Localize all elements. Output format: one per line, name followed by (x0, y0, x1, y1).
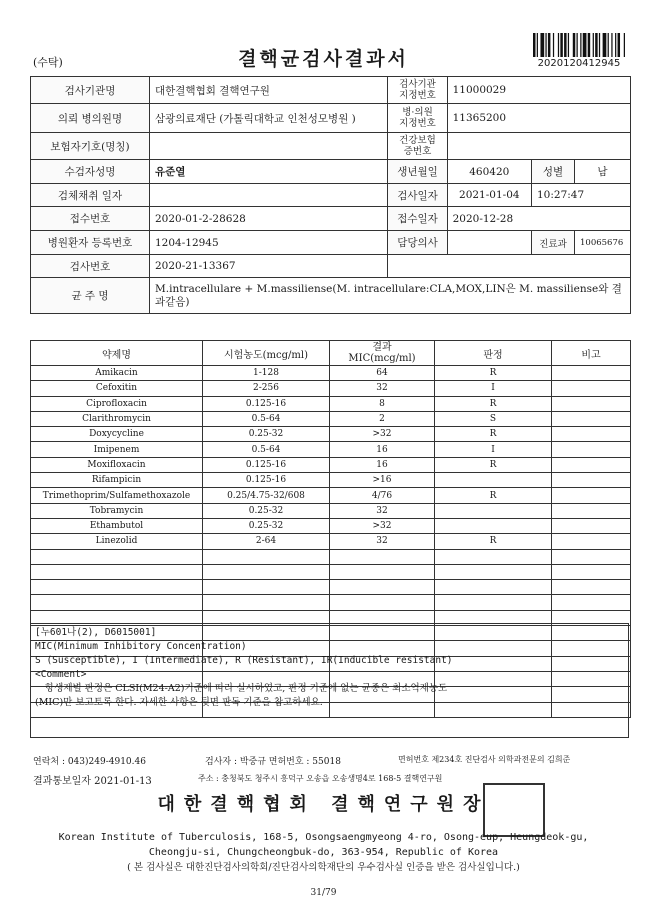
mic-value: >32 (330, 427, 435, 442)
mic-value: >32 (330, 518, 435, 533)
table-row (31, 580, 631, 595)
exam-no-empty (388, 255, 631, 278)
result-value: R (435, 366, 552, 381)
certification: ( 본 검사실은 대한진단검사의학회/진단검사의학재단의 우수검사실 인증을 받은 검사실입니다.) (127, 862, 520, 873)
result-value: R (435, 427, 552, 442)
barcode-bar (573, 33, 575, 57)
receipt-no-label: 접수번호 (31, 207, 150, 231)
drug-name: Linezolid (31, 534, 203, 549)
test-range (203, 549, 330, 564)
mic-value: 32 (330, 534, 435, 549)
test-range: 0.125-16 (203, 396, 330, 411)
mic-value: >16 (330, 473, 435, 488)
test-date-value: 2021-01-04 (447, 184, 531, 207)
mic-value: 8 (330, 396, 435, 411)
hosp-code-label: 병·의원 지정번호 (388, 104, 447, 133)
barcode-bar (580, 33, 581, 57)
barcode-bar (533, 33, 535, 57)
remark (552, 427, 631, 442)
result-value (435, 473, 552, 488)
barcode-bar (595, 33, 597, 57)
barcode-bar (537, 33, 538, 57)
remark (552, 488, 631, 503)
notice-date: 결과통보일자 2021-01-13 (33, 776, 152, 787)
drug-name (31, 595, 203, 610)
receipt-date-label: 접수일자 (388, 207, 447, 231)
test-range: 0.25-32 (203, 427, 330, 442)
sex-value: 남 (575, 160, 631, 184)
barcode-bar (615, 33, 616, 57)
mic-value: 64 (330, 366, 435, 381)
receipt-no-value: 2020-01-2-28628 (150, 207, 388, 231)
barcode-bar (599, 33, 600, 57)
mic-value (330, 564, 435, 579)
test-range (203, 595, 330, 610)
barcode-bar (593, 33, 594, 57)
drug-name: Amikacin (31, 366, 203, 381)
test-range: 0.125-16 (203, 457, 330, 472)
remark (552, 580, 631, 595)
test-range: 2-64 (203, 534, 330, 549)
exam-no-value: 2020-21-13367 (150, 255, 388, 278)
table-row (31, 503, 631, 518)
mic-value: 16 (330, 457, 435, 472)
remark (552, 366, 631, 381)
test-range (203, 564, 330, 579)
result-value (435, 503, 552, 518)
table-row (31, 396, 631, 411)
result-value: S (435, 411, 552, 426)
reg-no-value: 1204-12945 (150, 231, 388, 255)
test-range: 0.5-64 (203, 411, 330, 426)
remark (552, 473, 631, 488)
mic-value: 32 (330, 381, 435, 396)
examiner: 검사자 : 박중규 면허번호 : 55018 (205, 757, 341, 767)
drug-name: Cefoxitin (31, 381, 203, 396)
table-row (31, 457, 631, 472)
table-row (31, 381, 631, 396)
remark (552, 549, 631, 564)
comment-heading: <Comment> (35, 669, 87, 680)
inst-code-label: 검사기관 지정번호 (388, 77, 447, 104)
barcode-bar (545, 33, 546, 57)
collect-label: 검체채취 일자 (31, 184, 150, 207)
comment-legend: S (Susceptible), I (Intermediate), R (Resistant), IR(Inducible resistant) (35, 655, 453, 666)
table-row (31, 411, 631, 426)
barcode-bar (577, 33, 578, 57)
test-range: 0.25-32 (203, 518, 330, 533)
drug-name (31, 580, 203, 595)
comment-text-1: 항생제별 판정은 CLSI(M24-A2)기준에 따라 실시하였고, 판정 기준에 없는 균종은 최소억제농도 (45, 683, 448, 694)
table-row (31, 366, 631, 381)
drug-name (31, 564, 203, 579)
drug-name: Ciprofloxacin (31, 396, 203, 411)
table-row (31, 564, 631, 579)
table-row (31, 534, 631, 549)
test-date-label: 검사일자 (388, 184, 447, 207)
barcode-bar (553, 33, 554, 57)
contact: 연락처 : 043)249-4910.46 (33, 757, 146, 767)
col-mic: 결과 MIC(mcg/ml) (330, 341, 435, 366)
table-row (31, 488, 631, 503)
remark (552, 381, 631, 396)
address-en-line1: Korean Institute of Tuberculosis, 168-5, Osongsaengmyeong 4-ro, Osong-eup, Heungdeok-gu, (58, 832, 589, 843)
hospital-value: 삼광의료재단 (가톨릭대학교 인천성모병원 ) (150, 104, 388, 133)
drug-name: Clarithromycin (31, 411, 203, 426)
barcode-bar (608, 33, 609, 57)
result-value (435, 564, 552, 579)
remark (552, 564, 631, 579)
patient-info-table (30, 76, 631, 314)
col-range: 시험농도(mcg/ml) (203, 341, 330, 366)
dept-value: 10065676 (575, 231, 631, 255)
remark (552, 457, 631, 472)
page-number: 31/79 (310, 888, 337, 898)
mic-value (330, 595, 435, 610)
result-value (435, 595, 552, 610)
col-drug: 약제명 (31, 341, 203, 366)
species-label: 균 주 명 (31, 278, 150, 314)
table-row (31, 473, 631, 488)
remark (552, 442, 631, 457)
mic-value: 4/76 (330, 488, 435, 503)
insurance-no-label: 건강보험 증번호 (388, 133, 447, 160)
remark (552, 534, 631, 549)
insured-value (150, 133, 388, 160)
barcode (533, 33, 625, 57)
test-time-value: 10:27:47 (532, 184, 631, 207)
result-value: I (435, 442, 552, 457)
result-value (435, 549, 552, 564)
remark (552, 503, 631, 518)
mic-value: 32 (330, 503, 435, 518)
comment-text-2: (MIC)만 보고토록 한다. 자세한 사항은 뒷면 판독 기준을 참고하세요. (35, 697, 323, 708)
barcode-bar (568, 33, 569, 57)
drug-name: Ethambutol (31, 518, 203, 533)
barcode-bar (540, 33, 544, 57)
barcode-number: 2020120412945 (537, 58, 621, 69)
barcode-bar (560, 33, 562, 57)
col-remark: 비고 (552, 341, 631, 366)
drug-name: Moxifloxacin (31, 457, 203, 472)
drug-name: Doxycycline (31, 427, 203, 442)
barcode-bar (583, 33, 587, 57)
test-range: 2-256 (203, 381, 330, 396)
result-value: R (435, 457, 552, 472)
result-value: R (435, 396, 552, 411)
doctor-label: 담당의사 (388, 231, 447, 255)
col-result: 판정 (435, 341, 552, 366)
barcode-bar (564, 33, 566, 57)
result-value (435, 518, 552, 533)
mic-value: 2 (330, 411, 435, 426)
license: 면허번호 제234호 진단검사 의학과전문의 김희준 (398, 755, 571, 764)
dob-label: 생년월일 (388, 160, 447, 184)
drug-name: Trimethoprim/Sulfamethoxazole (31, 488, 203, 503)
receipt-date-value: 2020-12-28 (447, 207, 630, 231)
copy-note: (수탁) (33, 56, 63, 69)
test-range: 0.125-16 (203, 473, 330, 488)
comment-box (30, 623, 629, 738)
document-title: 결핵균검사결과서 (238, 48, 409, 70)
result-value: R (435, 534, 552, 549)
dob-value: 460420 (447, 160, 531, 184)
result-value (435, 580, 552, 595)
barcode-bar (603, 33, 607, 57)
hosp-code-value: 11365200 (447, 104, 630, 133)
sex-label: 성별 (532, 160, 575, 184)
table-row (31, 549, 631, 564)
patient-label: 수검자성명 (31, 160, 150, 184)
barcode-bar (588, 33, 590, 57)
reg-no-label: 병원환자 등록번호 (31, 231, 150, 255)
remark (552, 411, 631, 426)
insured-label: 보험자기호(명칭) (31, 133, 150, 160)
address-kr: 주소 : 충청북도 청주시 흥덕구 오송읍 오송생명4로 168-5 결핵연구원 (198, 774, 443, 783)
table-row (31, 518, 631, 533)
result-value: I (435, 381, 552, 396)
exam-no-label: 검사번호 (31, 255, 150, 278)
mic-value: 16 (330, 442, 435, 457)
remark (552, 396, 631, 411)
doctor-value (447, 231, 531, 255)
drug-name: Tobramycin (31, 503, 203, 518)
table-row (31, 427, 631, 442)
patient-name: 유준열 (150, 160, 388, 184)
table-row (31, 442, 631, 457)
species-value: M.intracellulare + M.massiliense(M. intracellulare:CLA,MOX,LIN은 M. massiliense와 결과같음) (150, 278, 631, 314)
table-row (31, 595, 631, 610)
barcode-bar (558, 33, 559, 57)
drug-name: Rifampicin (31, 473, 203, 488)
test-range: 1-128 (203, 366, 330, 381)
inst-code-value: 11000029 (447, 77, 630, 104)
drug-name (31, 549, 203, 564)
address-en (20, 830, 627, 875)
test-range (203, 580, 330, 595)
collect-value (150, 184, 388, 207)
barcode-bar (548, 33, 550, 57)
insurance-no-value (447, 133, 630, 160)
test-range: 0.5-64 (203, 442, 330, 457)
institution-label: 검사기관명 (31, 77, 150, 104)
comment-code: [누601나(2), D6015001] (35, 627, 157, 638)
mic-value (330, 580, 435, 595)
barcode-bar (618, 33, 620, 57)
barcode-bar (624, 33, 625, 57)
test-range: 0.25-32 (203, 503, 330, 518)
dept-label: 진료과 (532, 231, 575, 255)
address-en-line2: Cheongju-si, Chungcheongbuk-do, 363-954, Republic of Korea (148, 847, 499, 858)
institution-value: 대한결핵협회 결핵연구원 (150, 77, 388, 104)
test-range: 0.25/4.75-32/608 (203, 488, 330, 503)
comment-mic: MIC(Minimum Inhibitory Concentration) (35, 641, 247, 652)
remark (552, 518, 631, 533)
hospital-label: 의뢰 병의원명 (31, 104, 150, 133)
remark (552, 595, 631, 610)
organization-name: 대한결핵협회 결핵연구원장 (157, 794, 490, 815)
result-value: R (435, 488, 552, 503)
barcode-bar (611, 33, 612, 57)
mic-value (330, 549, 435, 564)
drug-name: Imipenem (31, 442, 203, 457)
